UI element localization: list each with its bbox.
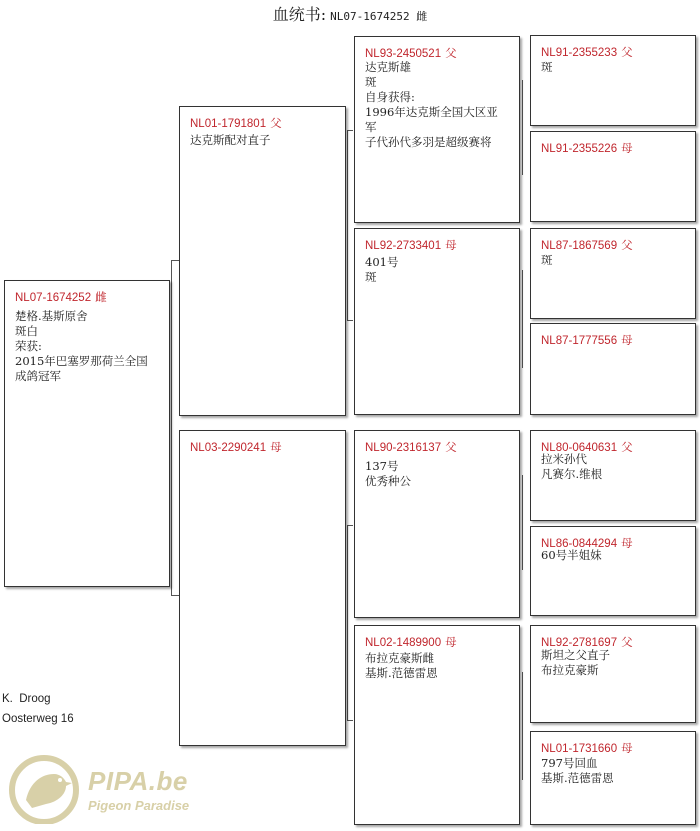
- great-grandparent-card: [530, 323, 696, 415]
- note-line: 401号: [365, 255, 399, 269]
- connector-line: [522, 80, 523, 175]
- great-grandparent-notes: [541, 60, 689, 75]
- sex-label: 母: [445, 238, 457, 252]
- great-grandparent-ring: NL86-0844294 母: [541, 536, 633, 550]
- connector-line: [522, 475, 523, 570]
- grandparent-ring: NL93-2450521 父: [365, 46, 457, 60]
- note-line: 荣获:: [15, 339, 42, 353]
- granddam-paternal-card: [354, 228, 520, 415]
- note-line: 1996年达克斯全国大区亚: [365, 105, 498, 119]
- note-line: 优秀种公: [365, 474, 411, 488]
- note-line: 斯坦之父直子: [541, 648, 610, 662]
- note-line: 60号半姐妹: [541, 548, 602, 562]
- great-grandparent-ring: NL91-2355233 父: [541, 45, 633, 59]
- great-grandparent-notes: [541, 756, 689, 786]
- subject-card: [4, 280, 170, 587]
- great-grandparent-ring: NL92-2781697 父: [541, 635, 633, 649]
- grandparent-notes: [365, 60, 513, 150]
- connector-line: [171, 260, 172, 595]
- owner-name: K. Droog: [2, 693, 51, 705]
- great-grandparent-card: [530, 35, 696, 126]
- note-line: 2015年巴塞罗那荷兰全国: [15, 354, 148, 368]
- sex-label: 父: [445, 440, 457, 454]
- connector-line: [347, 525, 348, 720]
- owner-info: [2, 689, 74, 729]
- great-grandparent-ring: NL87-1777556 母: [541, 333, 633, 347]
- sex-label: 母: [621, 536, 633, 550]
- grandsire-paternal-card: [354, 36, 520, 223]
- note-line: 楚格.基斯原舍: [15, 309, 88, 323]
- note-line: 达克斯雄: [365, 60, 411, 74]
- sex-label: 雌: [95, 290, 107, 304]
- note-line: 布拉克豪斯: [541, 663, 599, 677]
- note-line: 布拉克豪斯雌: [365, 651, 434, 665]
- note-line: 达克斯配对直子: [190, 133, 271, 147]
- granddam-maternal-card: [354, 625, 520, 825]
- dam-card: [179, 430, 346, 746]
- sex-label: 母: [445, 635, 457, 649]
- great-grandparent-card: [530, 131, 696, 222]
- sex-label: 母: [621, 141, 633, 155]
- great-grandparent-notes: [541, 548, 689, 563]
- note-line: 斑: [365, 75, 377, 89]
- great-grandparent-notes: [541, 452, 689, 482]
- note-line: 797号回血: [541, 756, 598, 770]
- sex-label: 父: [621, 238, 633, 252]
- subject-ring: NL07-1674252 雌: [15, 290, 107, 304]
- sex-label: 父: [621, 440, 633, 454]
- logo-subtitle: Pigeon Paradise: [88, 798, 190, 813]
- great-grandparent-card: [530, 430, 696, 521]
- grandparent-ring: NL92-2733401 母: [365, 238, 457, 252]
- connector-line: [347, 320, 353, 321]
- sire-notes: [190, 133, 339, 148]
- note-line: 基斯.范德雷恩: [541, 771, 614, 785]
- sex-label: 母: [621, 333, 633, 347]
- connector-line: [347, 525, 353, 526]
- connector-line: [347, 130, 348, 320]
- subject-notes: [15, 309, 163, 384]
- sex-label: 母: [270, 440, 282, 454]
- sex-label: 母: [621, 741, 633, 755]
- great-grandparent-card: [530, 228, 696, 319]
- note-line: 斑: [541, 253, 553, 267]
- sex-label: 父: [621, 635, 633, 649]
- logo-text: PIPA.be: [88, 766, 188, 796]
- grandparent-notes: [365, 651, 513, 681]
- grandparent-notes: [365, 255, 513, 285]
- great-grandparent-card: [530, 625, 696, 723]
- grandparent-notes: [365, 459, 513, 489]
- sire-ring: NL01-1791801 父: [190, 116, 282, 130]
- great-grandparent-ring: NL91-2355226 母: [541, 141, 633, 155]
- note-line: 成鸽冠军: [15, 369, 61, 383]
- note-line: 基斯.范德雷恩: [365, 666, 438, 680]
- note-line: 拉米孙代: [541, 452, 587, 466]
- note-line: 自身获得:: [365, 90, 415, 104]
- sex-label: 父: [270, 116, 282, 130]
- note-line: 斑: [365, 270, 377, 284]
- dam-ring: NL03-2290241 母: [190, 440, 282, 454]
- connector-line: [171, 260, 179, 261]
- great-grandparent-ring: NL80-0640631 父: [541, 440, 633, 454]
- title-ring: NL07-1674252 雌: [330, 10, 428, 23]
- note-line: 137号: [365, 459, 399, 473]
- note-line: 斑: [541, 60, 553, 74]
- great-grandparent-card: [530, 526, 696, 616]
- great-grandparent-notes: [541, 648, 689, 678]
- sire-card: [179, 106, 346, 416]
- connector-line: [347, 720, 353, 721]
- great-grandparent-card: [530, 731, 696, 825]
- title-label: 血统书:: [272, 5, 327, 24]
- note-line: 子代孙代多羽是超级赛将: [365, 135, 492, 149]
- great-grandparent-notes: [541, 253, 689, 268]
- connector-line: [171, 595, 179, 596]
- sex-label: 父: [621, 45, 633, 59]
- page-title: [0, 2, 700, 25]
- note-line: 斑白: [15, 324, 38, 338]
- grandparent-ring: NL02-1489900 母: [365, 635, 457, 649]
- owner-address: Oosterweg 16: [2, 713, 74, 725]
- pigeon-icon: [6, 752, 86, 824]
- connector-line: [522, 672, 523, 780]
- sex-label: 父: [445, 46, 457, 60]
- grandsire-maternal-card: [354, 430, 520, 618]
- pipa-logo: [6, 752, 206, 824]
- connector-line: [347, 130, 353, 131]
- note-line: 凡赛尔.维根: [541, 467, 603, 481]
- connector-line: [522, 270, 523, 368]
- great-grandparent-ring: NL87-1867569 父: [541, 238, 633, 252]
- great-grandparent-ring: NL01-1731660 母: [541, 741, 633, 755]
- grandparent-ring: NL90-2316137 父: [365, 440, 457, 454]
- note-line: 军: [365, 120, 377, 134]
